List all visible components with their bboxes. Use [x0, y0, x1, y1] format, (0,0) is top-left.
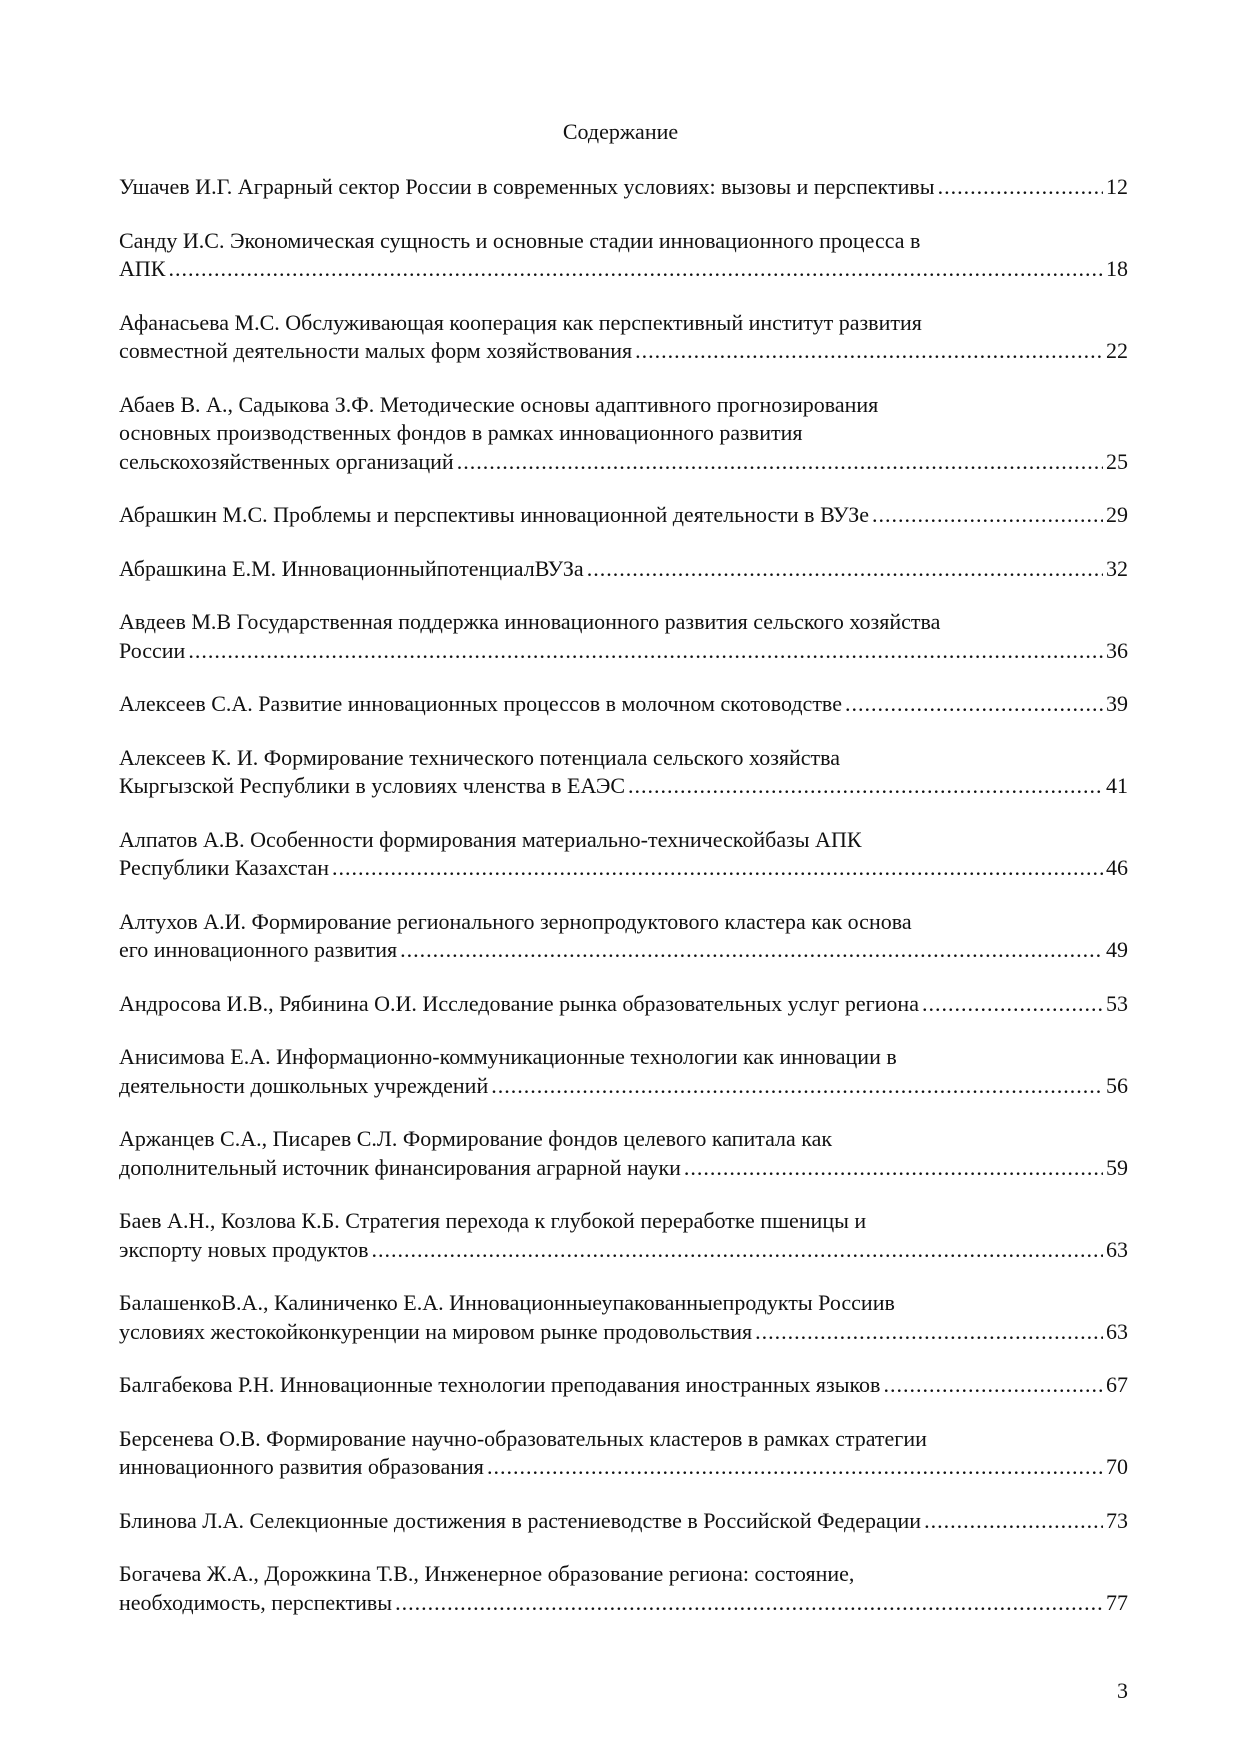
toc-entry-page-number: 67: [1106, 1372, 1128, 1397]
toc-entry[interactable]: [119, 1043, 1128, 1100]
toc-entry-last-line: [119, 1589, 1128, 1618]
toc-entry-last-line: [119, 255, 1128, 284]
dot-leader: [924, 1507, 1103, 1536]
toc-entry-last-line: [119, 1236, 1128, 1265]
toc-entry[interactable]: [119, 1425, 1128, 1482]
toc-entry-text-line: АПК: [119, 256, 166, 281]
toc-entry-text-line: Республики Казахстан: [119, 855, 330, 880]
toc-entry-page-number: 18: [1106, 256, 1128, 281]
toc-entry-last-line: [119, 448, 1128, 477]
toc-entry-page-number: 39: [1106, 691, 1128, 716]
toc-entry-page-number: 36: [1106, 637, 1128, 663]
toc-entry[interactable]: [119, 690, 1128, 719]
toc-entry-last-line: [119, 555, 1128, 584]
toc-entry-text-line: Санду И.С. Экономическая сущность и основные стадии инновационного процесса в: [119, 227, 921, 253]
toc-entry-text-line: Балгабекова Р.Н. Инновационные технологии преподавания иностранных языков: [119, 1372, 881, 1397]
dot-leader: [684, 1154, 1103, 1183]
toc-entry-text-line: Абрашкина Е.М. ИнновационныйпотенциалВУЗа: [119, 555, 584, 581]
dot-leader: [332, 854, 1103, 883]
toc-entry-text-line: Абаев В. А., Садыкова З.Ф. Методические основы адаптивного прогнозирования: [119, 391, 879, 417]
toc-entry-page-number: 25: [1106, 448, 1128, 474]
toc-entry-text-line: Авдеев М.В Государственная поддержка инновационного развития сельского хозяйства: [119, 609, 941, 634]
toc-entry-text-line: Андросова И.В., Рябинина О.И. Исследование рынка образовательных услуг региона: [119, 990, 919, 1016]
toc-entry-last-line: [119, 690, 1128, 719]
page-number: 3: [1117, 1678, 1128, 1703]
dot-leader: [755, 1318, 1103, 1347]
toc-entry-text-line: инновационного развития образования: [119, 1454, 484, 1479]
toc-entry[interactable]: [119, 608, 1128, 665]
toc-entry-page-number: 12: [1106, 174, 1128, 199]
dot-leader: [587, 555, 1103, 584]
toc-entry-text-line: основных производственных фондов в рамках инновационного развития: [119, 420, 803, 445]
dot-leader: [400, 936, 1103, 965]
toc-entry[interactable]: [119, 1507, 1128, 1536]
toc-entry-page-number: 63: [1106, 1236, 1128, 1262]
toc-entry-last-line: [119, 990, 1128, 1019]
dot-leader: [487, 1453, 1103, 1482]
dot-leader: [188, 637, 1103, 666]
toc-entry-page-number: 41: [1106, 773, 1128, 798]
toc-entry-text-line: Кыргызской Республики в условиях членства в ЕАЭС: [119, 773, 626, 798]
toc-entry[interactable]: [119, 826, 1128, 883]
toc-entry-page-number: 53: [1106, 990, 1128, 1016]
toc-entry-page-number: 32: [1106, 555, 1128, 581]
toc-entry[interactable]: [119, 1560, 1128, 1617]
toc-entry[interactable]: [119, 555, 1128, 584]
toc-entry-text-line: Анисимова Е.А. Информационно-коммуникационные технологии как инновации в: [119, 1044, 897, 1069]
toc-entry-last-line: [119, 1318, 1128, 1347]
dot-leader: [922, 990, 1103, 1019]
toc-entry-text-line: Алпатов А.В. Особенности формирования материально-техническойбазы АПК: [119, 826, 862, 852]
toc-entry-last-line: [119, 1453, 1128, 1482]
toc-entry-last-line: [119, 337, 1128, 366]
toc-entry-page-number: 46: [1106, 855, 1128, 880]
toc-entry-text-line: БалашенкоВ.А., Калиниченко Е.А. Инновационныеупакованныепродукты Россиив: [119, 1290, 895, 1315]
dot-leader: [491, 1072, 1103, 1101]
toc-entry-text-line: условиях жестокойконкуренции на мировом рынке продовольствия: [119, 1318, 753, 1344]
toc-entry-text-line: Абрашкин М.С. Проблемы и перспективы инновационной деятельности в ВУЗе: [119, 502, 870, 527]
toc-entry-text-line: Афанасьева М.С. Обслуживающая кооперация как перспективный институт развития: [119, 309, 922, 335]
toc-entry-last-line: [119, 1507, 1128, 1536]
toc-entry-text-line: сельскохозяйственных организаций: [119, 448, 454, 474]
toc-entry-text-line: Ушачев И.Г. Аграрный сектор России в современных условиях: вызовы и перспективы: [119, 174, 935, 199]
toc-entry-page-number: 73: [1106, 1507, 1128, 1533]
toc-entry-text-line: необходимость, перспективы: [119, 1589, 393, 1615]
toc-entry[interactable]: [119, 744, 1128, 801]
toc-entry[interactable]: [119, 1289, 1128, 1346]
toc-entry[interactable]: [119, 309, 1128, 366]
toc-entry-text-line: Баев А.Н., Козлова К.Б. Стратегия перехода к глубокой переработке пшеницы и: [119, 1208, 867, 1233]
toc-entry[interactable]: [119, 1125, 1128, 1182]
dot-leader: [938, 173, 1103, 202]
toc-entry-last-line: [119, 1154, 1128, 1183]
toc-entry-page-number: 77: [1106, 1589, 1128, 1615]
toc-entry-last-line: [119, 1072, 1128, 1101]
toc-entry-text-line: его инновационного развития: [119, 937, 398, 962]
dot-leader: [635, 337, 1103, 366]
toc-entry[interactable]: [119, 1371, 1128, 1400]
dot-leader: [395, 1589, 1103, 1618]
toc-entry-last-line: [119, 854, 1128, 883]
toc-entry-page-number: 22: [1106, 338, 1128, 363]
toc-entry-text-line: Алексеев К. И. Формирование технического потенциала сельского хозяйства: [119, 744, 841, 770]
toc-entry-last-line: [119, 637, 1128, 666]
toc-entry-last-line: [119, 1371, 1128, 1400]
toc-entry-page-number: 59: [1106, 1154, 1128, 1180]
toc-entry[interactable]: [119, 990, 1128, 1019]
toc-entry-last-line: [119, 173, 1128, 202]
toc-list: [119, 173, 1128, 1642]
toc-entry[interactable]: [119, 908, 1128, 965]
toc-entry-text-line: дополнительный источник финансирования аграрной науки: [119, 1154, 681, 1180]
toc-entry-page-number: 70: [1106, 1454, 1128, 1479]
toc-entry[interactable]: [119, 501, 1128, 530]
dot-leader: [628, 772, 1103, 801]
toc-entry[interactable]: [119, 173, 1128, 202]
dot-leader: [872, 501, 1103, 530]
dot-leader: [457, 448, 1103, 477]
toc-entry-last-line: [119, 772, 1128, 801]
toc-entry-page-number: 63: [1106, 1318, 1128, 1344]
toc-title: Содержание: [562, 119, 679, 144]
dot-leader: [845, 690, 1103, 719]
toc-entry-last-line: [119, 501, 1128, 530]
toc-entry-text-line: деятельности дошкольных учреждений: [119, 1072, 489, 1098]
toc-entry-last-line: [119, 936, 1128, 965]
toc-entry-text-line: экспорту новых продуктов: [119, 1236, 369, 1262]
toc-entry-text-line: Аржанцев С.А., Писарев С.Л. Формирование фондов целевого капитала как: [119, 1126, 833, 1151]
dot-leader: [372, 1236, 1103, 1265]
toc-entry-text-line: Алтухов А.И. Формирование регионального зернопродуктового кластера как основа: [119, 908, 912, 934]
toc-entry-page-number: 49: [1106, 937, 1128, 962]
toc-entry[interactable]: [119, 1207, 1128, 1264]
toc-entry-text-line: России: [119, 637, 186, 663]
dot-leader: [883, 1371, 1103, 1400]
toc-entry-text-line: Богачева Ж.А., Дорожкина Т.В., Инженерное образование региона: состояние,: [119, 1561, 855, 1586]
toc-entry-text-line: совместной деятельности малых форм хозяйствования: [119, 338, 633, 363]
toc-entry-text-line: Алексеев С.А. Развитие инновационных процессов в молочном скотоводстве: [119, 691, 842, 716]
toc-entry-page-number: 56: [1106, 1072, 1128, 1098]
toc-entry-text-line: Блинова Л.А. Селекционные достижения в растениеводстве в Российской Федерации: [119, 1507, 922, 1533]
toc-entry-page-number: 29: [1106, 502, 1128, 527]
dot-leader: [168, 255, 1103, 284]
toc-entry[interactable]: [119, 227, 1128, 284]
toc-entry-text-line: Берсенева О.В. Формирование научно-образовательных кластеров в рамках стратегии: [119, 1425, 927, 1451]
toc-entry[interactable]: [119, 391, 1128, 477]
